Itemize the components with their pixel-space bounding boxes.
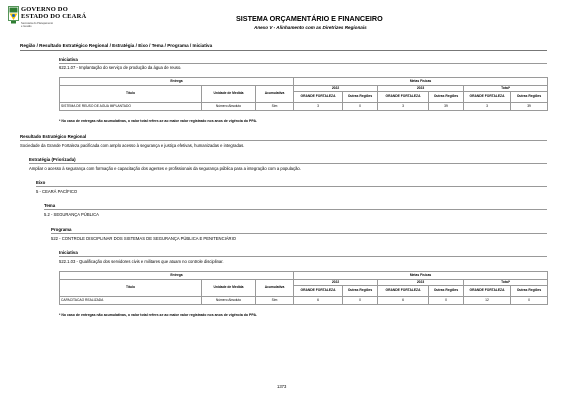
eixo-label: Eixo [36,180,46,185]
row-2023-outras: 39 [429,103,464,111]
unidade-header: Unidade de Medida [202,86,256,103]
section-divider [36,186,547,187]
acumulativa-header: Acumulativa [256,280,294,297]
entregas-table [59,77,548,111]
section-divider [44,209,547,210]
row-2022-gf: 6 [294,297,343,305]
total-header: Total* [464,280,548,286]
outras-regioes-header: Outras Regiões [343,286,378,297]
row-total-outras: 39 [511,103,548,111]
section-divider [29,163,547,164]
section-divider [20,140,547,141]
system-title: SISTEMA ORÇAMENTÁRIO E FINANCEIRO [236,14,383,23]
unidade-header: Unidade de Medida [202,280,256,297]
row-2022-outras: 0 [343,103,378,111]
report-subtitle: Anexo V - Alinhamento com as Diretrizes Regionais [254,25,367,30]
row-total-gf: 12 [464,297,511,305]
outras-regioes-header: Outras Regiões [511,92,548,103]
iniciativa-value: 522.1.03 - Qualificação dos servidores civis e militares que atuam no controle disciplinar. [59,259,224,264]
breadcrumb-divider [20,50,547,51]
ceara-emblem-icon [8,6,19,24]
eixo-value: 5 - CEARÁ PACÍFICO [36,189,78,194]
logo-text-line1: GOVERNO DO [21,6,68,13]
logo-text-line2: ESTADO DO CEARÁ [21,13,87,20]
estrategia-label: Estratégia (Priorizada) [29,157,76,162]
programa-value: 522 - CONTROLE DISCIPLINAR DOS SISTEMAS DE SEGURANÇA PÚBLICA E PENITENCIÁRIO [51,236,236,241]
iniciativa-label: Iniciativa [59,250,78,255]
logo-text-line4: e Gestão [21,25,32,28]
row-total-outras: 0 [511,297,548,305]
year-2023-header: 2023 [378,280,464,286]
entrega-header: Entrega [60,272,294,280]
grande-fortaleza-header: GRANDE FORTALEZA [378,286,429,297]
estrategia-value: Ampliar o acesso à segurança com formação e capacitação dos agentes e profissionais da segurança pública para a integração com a população. [29,166,301,171]
grande-fortaleza-header: GRANDE FORTALEZA [464,286,511,297]
metas-fisicas-header: Metas Físicas [294,78,548,86]
tema-label: Tema [44,203,56,208]
grande-fortaleza-header: GRANDE FORTALEZA [294,286,343,297]
section-divider [59,256,547,257]
row-2022-outras: 0 [343,297,378,305]
grande-fortaleza-header: GRANDE FORTALEZA [378,92,429,103]
grande-fortaleza-header: GRANDE FORTALEZA [464,92,511,103]
row-acumulativa: Sim [256,103,294,111]
row-unidade: Número Absoluto [202,103,256,111]
entregas-table [59,271,548,305]
row-2023-gf: 6 [378,297,429,305]
total-header: Total* [464,86,548,92]
outras-regioes-header: Outras Regiões [511,286,548,297]
breadcrumb: Região / Resultado Estratégico Regional / Estratégia / Eixo / Tema / Programa / Iniciativa [20,43,213,48]
grande-fortaleza-header: GRANDE FORTALEZA [294,92,343,103]
page-header [0,0,567,42]
table-footnote: * No caso de entregas não acumulativas, o valor total refere-se ao maior valor registrado nos anos de vigência do PPA. [59,119,257,123]
logo-text-line3: Secretaria do Planejamento [21,22,54,25]
row-acumulativa: Sim [256,297,294,305]
programa-label: Programa [51,227,72,232]
entrega-header: Entrega [60,78,294,86]
iniciativa-value: 622.1.07 - Implantação do serviço de produção da água de reuso. [59,65,182,70]
year-2023-header: 2023 [378,86,464,92]
titulo-header: Título [60,280,202,297]
row-total-gf: 3 [464,103,511,111]
row-2023-gf: 3 [378,103,429,111]
section-divider [51,233,547,234]
outras-regioes-header: Outras Regiões [429,92,464,103]
tema-value: 5.2 - SEGURANÇA PÚBLICA [44,212,99,217]
row-titulo: SISTEMA DE REUSO DE AGUA IMPLANTADO [60,103,202,111]
table-row [60,297,548,305]
year-2022-header: 2022 [294,86,378,92]
metas-fisicas-header: Metas Físicas [294,272,548,280]
outras-regioes-header: Outras Regiões [343,92,378,103]
acumulativa-header: Acumulativa [256,86,294,103]
resultado-value: Sociedade da Grande Fortaleza pacificada com amplo acesso à segurança e justiça efetivas, humanizadas e integradas. [20,143,245,148]
resultado-label: Resultado Estratégico Regional [20,134,87,139]
outras-regioes-header: Outras Regiões [429,286,464,297]
section-divider [59,63,547,64]
page-number: 1373 [277,384,287,389]
row-2022-gf: 3 [294,103,343,111]
table-footnote: * No caso de entregas não acumulativas, o valor total refere-se ao maior valor registrado nos anos de vigência do PPA. [59,313,257,317]
titulo-header: Título [60,86,202,103]
row-unidade: Número Absoluto [202,297,256,305]
iniciativa-label: Iniciativa [59,57,78,62]
row-2023-outras: 0 [429,297,464,305]
row-titulo: CAPACITACAO REALIZADA [60,297,202,305]
year-2022-header: 2022 [294,280,378,286]
government-logo [8,6,87,36]
table-row [60,103,548,111]
